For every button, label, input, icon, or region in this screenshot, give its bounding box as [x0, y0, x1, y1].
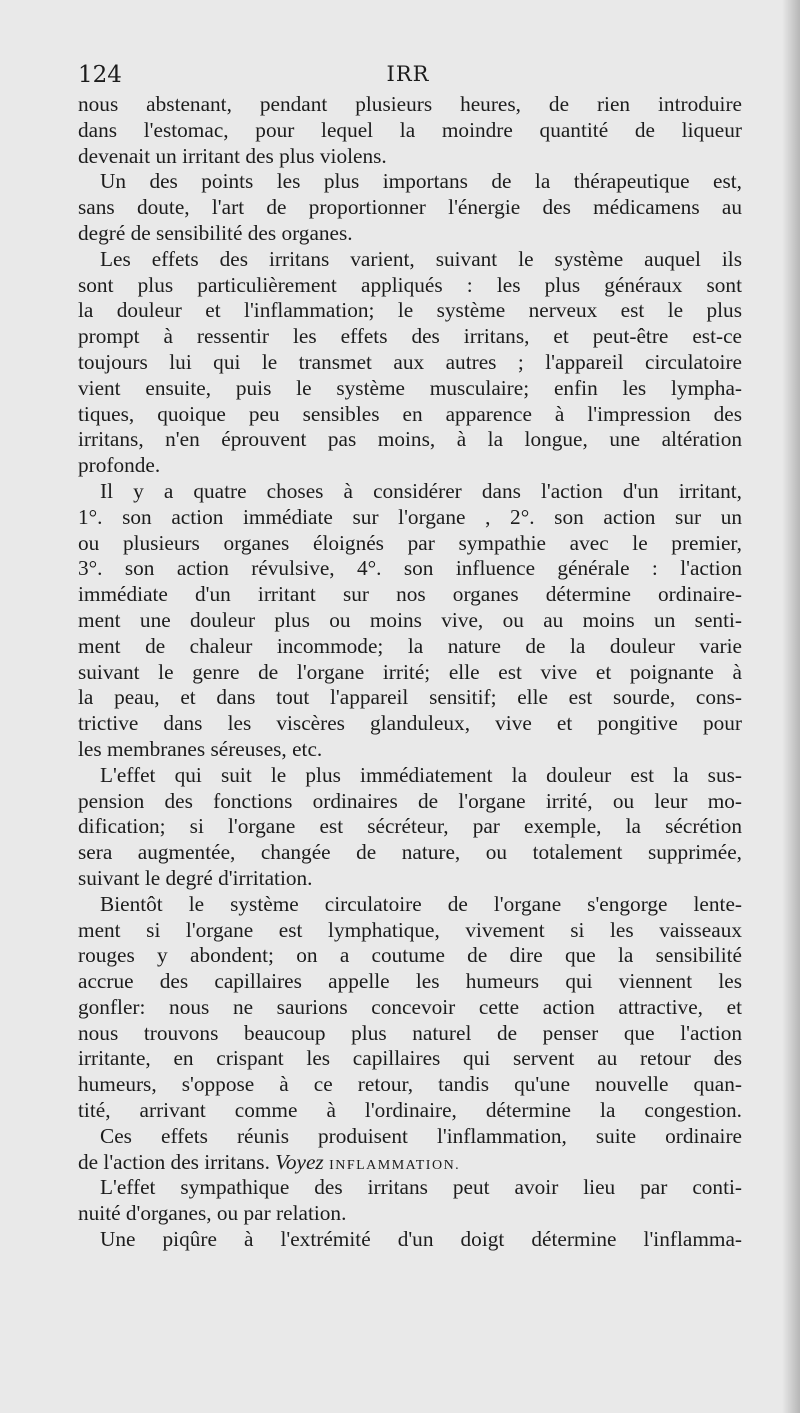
text-line-fragment: de l'action des irritans.	[78, 1149, 270, 1174]
text-line: nous trouvons beaucoup plus naturel de penser que l'action	[78, 1020, 742, 1045]
text-line-cross-reference	[78, 1150, 742, 1176]
page-spine-shadow	[782, 0, 800, 1413]
text-line: devenait un irritant des plus violens.	[78, 143, 387, 168]
text-line: la peau, et dans tout l'appareil sensitif; elle est sourde, cons-	[78, 685, 742, 710]
text-line: profonde.	[78, 453, 161, 478]
text-line: toujours lui qui le transmet aux autres ; l'appareil circulatoire	[78, 349, 742, 374]
text-line: sans doute, l'art de proportionner l'énergie des médicamens au	[78, 195, 742, 220]
text-line: Ces effets réunis produisent l'inflammation, suite ordinaire	[100, 1123, 742, 1148]
text-line: ment de chaleur incommode; la nature de la douleur varie	[78, 633, 742, 658]
text-line: suivant le genre de l'organe irrité; elle est vive et poignante à	[78, 659, 742, 684]
text-line: humeurs, s'oppose à ce retour, tandis qu'une nouvelle quan-	[78, 1072, 742, 1097]
cross-reference-link[interactable]: INFLAMMATION.	[329, 1157, 461, 1173]
text-line: rouges y abondent; on a coutume de dire que la sensibilité	[78, 943, 742, 968]
text-line: sera augmentée, changée de nature, ou totalement supprimée,	[78, 840, 742, 865]
running-head: IRR	[386, 62, 430, 86]
text-line: 1°. son action immédiate sur l'organe , 2°. son action sur un	[78, 504, 742, 529]
text-line: 3°. son action révulsive, 4°. son influence générale : l'action	[78, 556, 742, 581]
text-line: irritante, en crispant les capillaires qui servent au retour des	[78, 1046, 742, 1071]
text-line: dification; si l'organe est sécréteur, par exemple, la sécrétion	[78, 814, 742, 839]
text-line: irritans, n'en éprouvent pas moins, à la longue, une altération	[78, 427, 742, 452]
text-line: L'effet sympathique des irritans peut avoir lieu par conti-	[100, 1175, 742, 1200]
text-line: pension des fonctions ordinaires de l'organe irrité, ou leur mo-	[78, 788, 742, 813]
page-number: 124	[78, 62, 122, 88]
text-line: immédiate d'un irritant sur nos organes détermine ordinaire-	[78, 582, 742, 607]
text-line: accrue des capillaires appelle les humeurs qui viennent les	[78, 969, 742, 994]
text-line: L'effet qui suit le plus immédiatement la douleur est la sus-	[100, 762, 742, 787]
text-line: tité, arrivant comme à l'ordinaire, détermine la congestion.	[78, 1098, 742, 1123]
text-line: la douleur et l'inflammation; le système nerveux est le plus	[78, 298, 742, 323]
text-line: trictive dans les viscères glanduleux, vive et pongitive pour	[78, 711, 742, 736]
text-line: gonfler: nous ne saurions concevoir cette action attractive, et	[78, 994, 742, 1019]
voyez-label: Voyez	[275, 1149, 324, 1174]
text-line: ou plusieurs organes éloignés par sympathie avec le premier,	[78, 530, 742, 555]
text-line: Un des points les plus importans de la thérapeutique est,	[100, 169, 742, 194]
text-line: suivant le degré d'irritation.	[78, 865, 313, 890]
text-line: vient ensuite, puis le système musculaire; enfin les lympha-	[78, 375, 742, 400]
body-text	[78, 92, 742, 1253]
text-line: Bientôt le système circulatoire de l'organe s'engorge lente-	[100, 891, 742, 916]
text-line: ment une douleur plus ou moins vive, ou au moins un senti-	[78, 607, 742, 632]
page-header	[78, 56, 738, 96]
text-line: dans l'estomac, pour lequel la moindre quantité de liqueur	[78, 117, 742, 142]
text-line: ment si l'organe est lymphatique, vivement si les vaisseaux	[78, 917, 742, 942]
text-line: Il y a quatre choses à considérer dans l'action d'un irritant,	[100, 478, 742, 503]
text-line: nuité d'organes, ou par relation.	[78, 1201, 347, 1226]
text-line: prompt à ressentir les effets des irritans, et peut-être est-ce	[78, 324, 742, 349]
text-line: Les effets des irritans varient, suivant le système auquel ils	[100, 246, 742, 271]
text-line: degré de sensibilité des organes.	[78, 220, 353, 245]
text-line: les membranes séreuses, etc.	[78, 736, 323, 761]
text-line: sont plus particulièrement appliqués : les plus généraux sont	[78, 272, 742, 297]
text-line: tiques, quoique peu sensibles en apparence à l'impression des	[78, 401, 742, 426]
text-line: Une piqûre à l'extrémité d'un doigt détermine l'inflamma-	[100, 1227, 742, 1252]
text-line: nous abstenant, pendant plusieurs heures, de rien introduire	[78, 92, 742, 116]
